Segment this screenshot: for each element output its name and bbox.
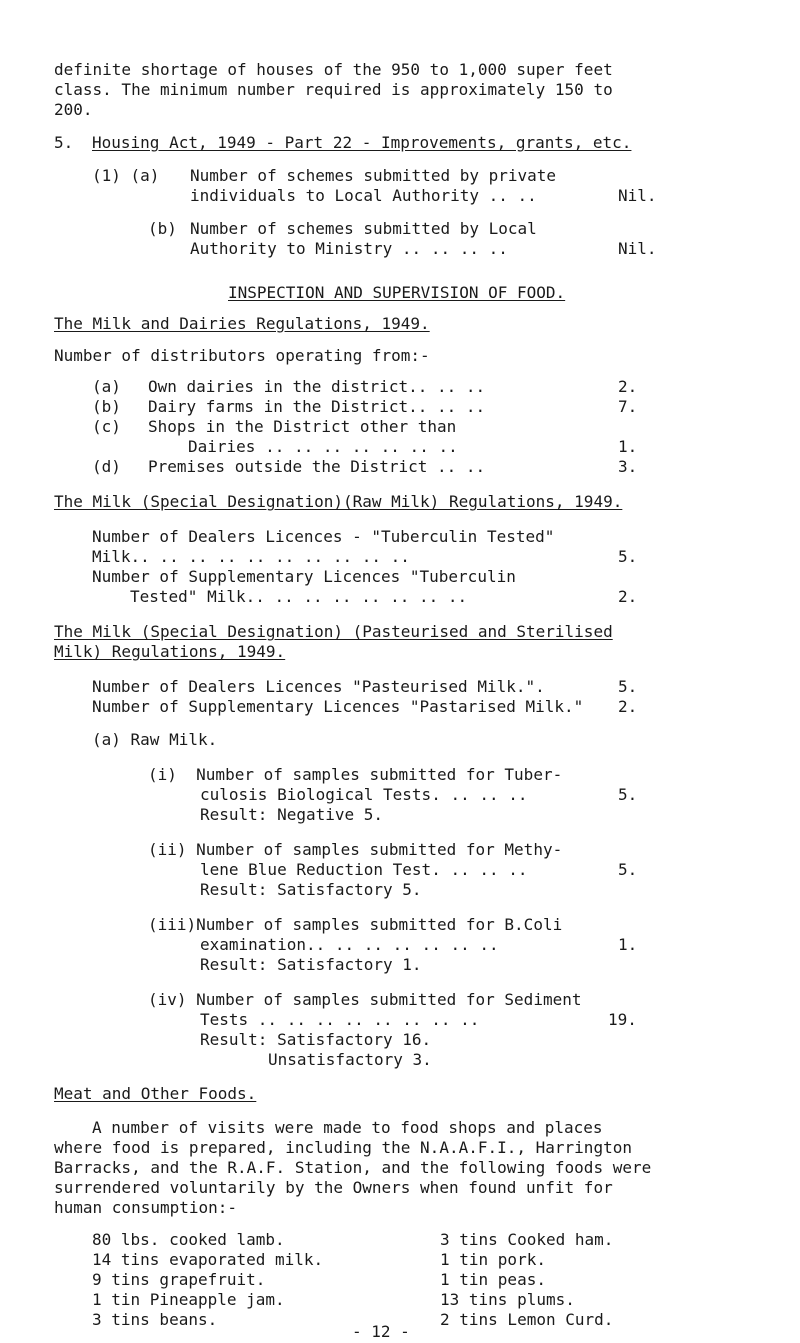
meat-paragraph-line: Barracks, and the R.A.F. Station, and the following foods were: [54, 1158, 652, 1177]
dairies-item-text: Premises outside the District .. ..: [148, 457, 486, 476]
pasteurised-heading-line-1: The Milk (Special Designation) (Pasteurised and Sterilised: [54, 622, 613, 641]
pasteurised-line-1: Number of Dealers Licences "Pasteurised Milk.".: [92, 677, 545, 696]
sample-iv-line-1: (iv) Number of samples submitted for Sediment: [148, 990, 582, 1009]
meat-paragraph-line: A number of visits were made to food shops and places: [92, 1118, 603, 1137]
food-list-item: 1 tin Pineapple jam.: [92, 1290, 285, 1309]
dairies-item-text: Own dairies in the district.. .. ..: [148, 377, 486, 396]
housing-a-line-1: Number of schemes submitted by private: [190, 166, 557, 185]
food-list-item: 13 tins plums.: [440, 1290, 575, 1309]
housing-a-value: Nil.: [618, 186, 657, 205]
sample-i-line-2: culosis Biological Tests. .. .. ..: [200, 785, 528, 804]
sample-i-value: 5.: [618, 785, 638, 804]
dairies-item-value: 3.: [618, 457, 638, 476]
raw-milk-heading: The Milk (Special Designation)(Raw Milk) Regulations, 1949.: [54, 492, 623, 511]
dairies-heading: The Milk and Dairies Regulations, 1949.: [54, 314, 430, 333]
meat-paragraph-line: human consumption:-: [54, 1198, 238, 1217]
sample-ii-line-2: lene Blue Reduction Test. .. .. ..: [200, 860, 528, 879]
sample-i-result: Result: Negative 5.: [200, 805, 384, 824]
pasteurised-value-2: 2.: [618, 697, 638, 716]
food-section-title: INSPECTION AND SUPERVISION OF FOOD.: [228, 283, 566, 302]
sample-iv-result-2: Unsatisfactory 3.: [268, 1050, 432, 1069]
raw-line-3: Number of Supplementary Licences "Tuberculin: [92, 567, 516, 586]
meat-paragraph-line: surrendered voluntarily by the Owners when found unfit for: [54, 1178, 613, 1197]
sample-ii-result: Result: Satisfactory 5.: [200, 880, 422, 899]
meat-heading: Meat and Other Foods.: [54, 1084, 257, 1103]
housing-b-line-1: Number of schemes submitted by Local: [190, 219, 537, 238]
meat-paragraph-line: where food is prepared, including the N.A.A.F.I., Harrington: [54, 1138, 632, 1157]
sample-iii-value: 1.: [618, 935, 638, 954]
dairies-item-text: Dairies .. .. .. .. .. .. ..: [188, 437, 458, 456]
dairies-item-label: (c): [92, 417, 121, 436]
sample-iii-line-2: examination.. .. .. .. .. .. ..: [200, 935, 499, 954]
sample-iii-result: Result: Satisfactory 1.: [200, 955, 422, 974]
housing-b-label: (b): [148, 219, 177, 238]
raw-value-2: 2.: [618, 587, 638, 606]
sample-iv-result-1: Result: Satisfactory 16.: [200, 1030, 432, 1049]
housing-a-label: (1) (a): [92, 166, 160, 185]
raw-value-1: 5.: [618, 547, 638, 566]
pasteurised-value-1: 5.: [618, 677, 638, 696]
dairies-item-value: 7.: [618, 397, 638, 416]
page-number: - 12 -: [352, 1322, 410, 1341]
sample-i-line-1: (i) Number of samples submitted for Tuber-: [148, 765, 563, 784]
dairies-item-label: (b): [92, 397, 121, 416]
dairies-item-text: Shops in the District other than: [148, 417, 457, 436]
food-list-item: 3 tins beans.: [92, 1310, 218, 1329]
dairies-item-value: 1.: [618, 437, 638, 456]
raw-milk-subheading: (a) Raw Milk.: [92, 730, 218, 749]
dairies-intro: Number of distributors operating from:-: [54, 346, 430, 365]
pasteurised-line-2: Number of Supplementary Licences "Pastarised Milk.": [92, 697, 584, 716]
sample-iii-line-1: (iii)Number of samples submitted for B.Coli: [148, 915, 563, 934]
dairies-item-value: 2.: [618, 377, 638, 396]
dairies-item-label: (d): [92, 457, 121, 476]
food-list-item: 14 tins evaporated milk.: [92, 1250, 324, 1269]
raw-line-4: Tested" Milk.. .. .. .. .. .. .. ..: [130, 587, 468, 606]
dairies-item-text: Dairy farms in the District.. .. ..: [148, 397, 486, 416]
food-list-item: 1 tin peas.: [440, 1270, 546, 1289]
food-list-item: 2 tins Lemon Curd.: [440, 1310, 614, 1329]
pasteurised-heading-line-2: Milk) Regulations, 1949.: [54, 642, 286, 661]
raw-line-2: Milk.. .. .. .. .. .. .. .. .. ..: [92, 547, 410, 566]
food-list-item: 3 tins Cooked ham.: [440, 1230, 614, 1249]
intro-line-2: class. The minimum number required is approximately 150 to: [54, 80, 613, 99]
sample-iv-line-2: Tests .. .. .. .. .. .. .. ..: [200, 1010, 480, 1029]
intro-line-1: definite shortage of houses of the 950 to 1,000 super feet: [54, 60, 613, 79]
housing-b-line-2: Authority to Ministry .. .. .. ..: [190, 239, 508, 258]
housing-a-line-2: individuals to Local Authority .. ..: [190, 186, 537, 205]
sample-ii-value: 5.: [618, 860, 638, 879]
sample-ii-line-1: (ii) Number of samples submitted for Methy-: [148, 840, 563, 859]
housing-heading-number: 5.: [54, 133, 74, 152]
housing-heading: Housing Act, 1949 - Part 22 - Improvements, grants, etc.: [92, 133, 632, 152]
dairies-item-label: (a): [92, 377, 121, 396]
intro-line-3: 200.: [54, 100, 93, 119]
sample-iv-value: 19.: [608, 1010, 637, 1029]
food-list-item: 80 lbs. cooked lamb.: [92, 1230, 285, 1249]
food-list-item: 9 tins grapefruit.: [92, 1270, 266, 1289]
housing-b-value: Nil.: [618, 239, 657, 258]
food-list-item: 1 tin pork.: [440, 1250, 546, 1269]
raw-line-1: Number of Dealers Licences - "Tuberculin Tested": [92, 527, 555, 546]
